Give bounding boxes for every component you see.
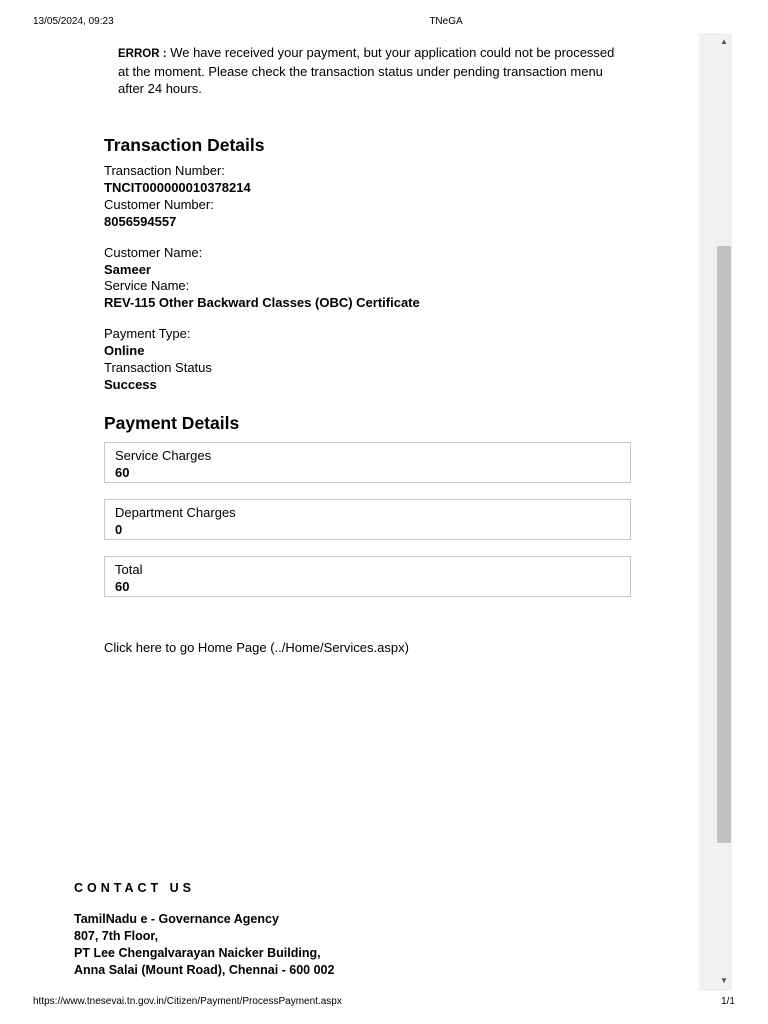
field-value: Online bbox=[104, 343, 145, 358]
customer-name-field bbox=[104, 244, 202, 278]
charge-label: Department Charges bbox=[115, 505, 236, 520]
address-line: 807, 7th Floor, bbox=[74, 929, 159, 943]
department-charges-box bbox=[104, 499, 631, 540]
field-value: Sameer bbox=[104, 262, 151, 277]
print-datetime: 13/05/2024, 09:23 bbox=[33, 16, 114, 27]
field-value: Success bbox=[104, 377, 157, 392]
field-label: Transaction Status bbox=[104, 360, 212, 375]
error-label: ERROR : bbox=[118, 48, 167, 60]
contact-us-heading: CONTACT US bbox=[74, 881, 196, 895]
print-url: https://www.tnesevai.tn.gov.in/Citizen/Payment/ProcessPayment.aspx bbox=[33, 996, 342, 1007]
up-arrow-icon[interactable]: ▲ bbox=[720, 37, 728, 46]
field-label: Payment Type: bbox=[104, 326, 191, 341]
home-page-link[interactable]: Click here to go Home Page (../Home/Services.aspx) bbox=[104, 640, 409, 655]
payment-type-field bbox=[104, 325, 190, 359]
field-value: 8056594557 bbox=[104, 214, 177, 229]
print-page-title: TNeGA bbox=[429, 16, 463, 27]
print-page-number: 1/1 bbox=[721, 996, 735, 1007]
scrollbar-thumb[interactable] bbox=[717, 246, 731, 843]
transaction-number-field bbox=[104, 162, 251, 196]
service-charges-box bbox=[104, 442, 631, 483]
error-text: We have received your payment, but your application could not be processed at the moment. Please check the transaction status under pending transaction menu after 24 hours. bbox=[118, 45, 615, 96]
payment-details-title: Payment Details bbox=[104, 413, 240, 433]
charge-label: Service Charges bbox=[115, 448, 212, 463]
transaction-details-title: Transaction Details bbox=[104, 135, 265, 155]
error-message bbox=[118, 44, 628, 97]
transaction-status-field bbox=[104, 359, 212, 393]
field-label: Transaction Number: bbox=[104, 163, 225, 178]
charge-value: 0 bbox=[115, 522, 123, 537]
field-label: Service Name: bbox=[104, 278, 190, 293]
field-label: Customer Name: bbox=[104, 245, 203, 260]
charge-value: 60 bbox=[115, 465, 130, 480]
charge-value: 60 bbox=[115, 579, 130, 594]
address-line: PT Lee Chengalvarayan Naicker Building, bbox=[74, 946, 321, 960]
address-line: TamilNadu e - Governance Agency bbox=[74, 912, 279, 926]
customer-number-field bbox=[104, 196, 214, 230]
field-label: Customer Number: bbox=[104, 197, 214, 212]
field-value: TNCIT000000010378214 bbox=[104, 180, 251, 195]
field-value: REV-115 Other Backward Classes (OBC) Certificate bbox=[104, 295, 420, 310]
total-charges-box bbox=[104, 556, 631, 597]
address-line: Anna Salai (Mount Road), Chennai - 600 002 bbox=[74, 963, 335, 977]
charge-label: Total bbox=[115, 562, 143, 577]
down-arrow-icon[interactable]: ▼ bbox=[720, 976, 728, 985]
contact-address bbox=[74, 911, 334, 979]
service-name-field bbox=[104, 277, 420, 311]
